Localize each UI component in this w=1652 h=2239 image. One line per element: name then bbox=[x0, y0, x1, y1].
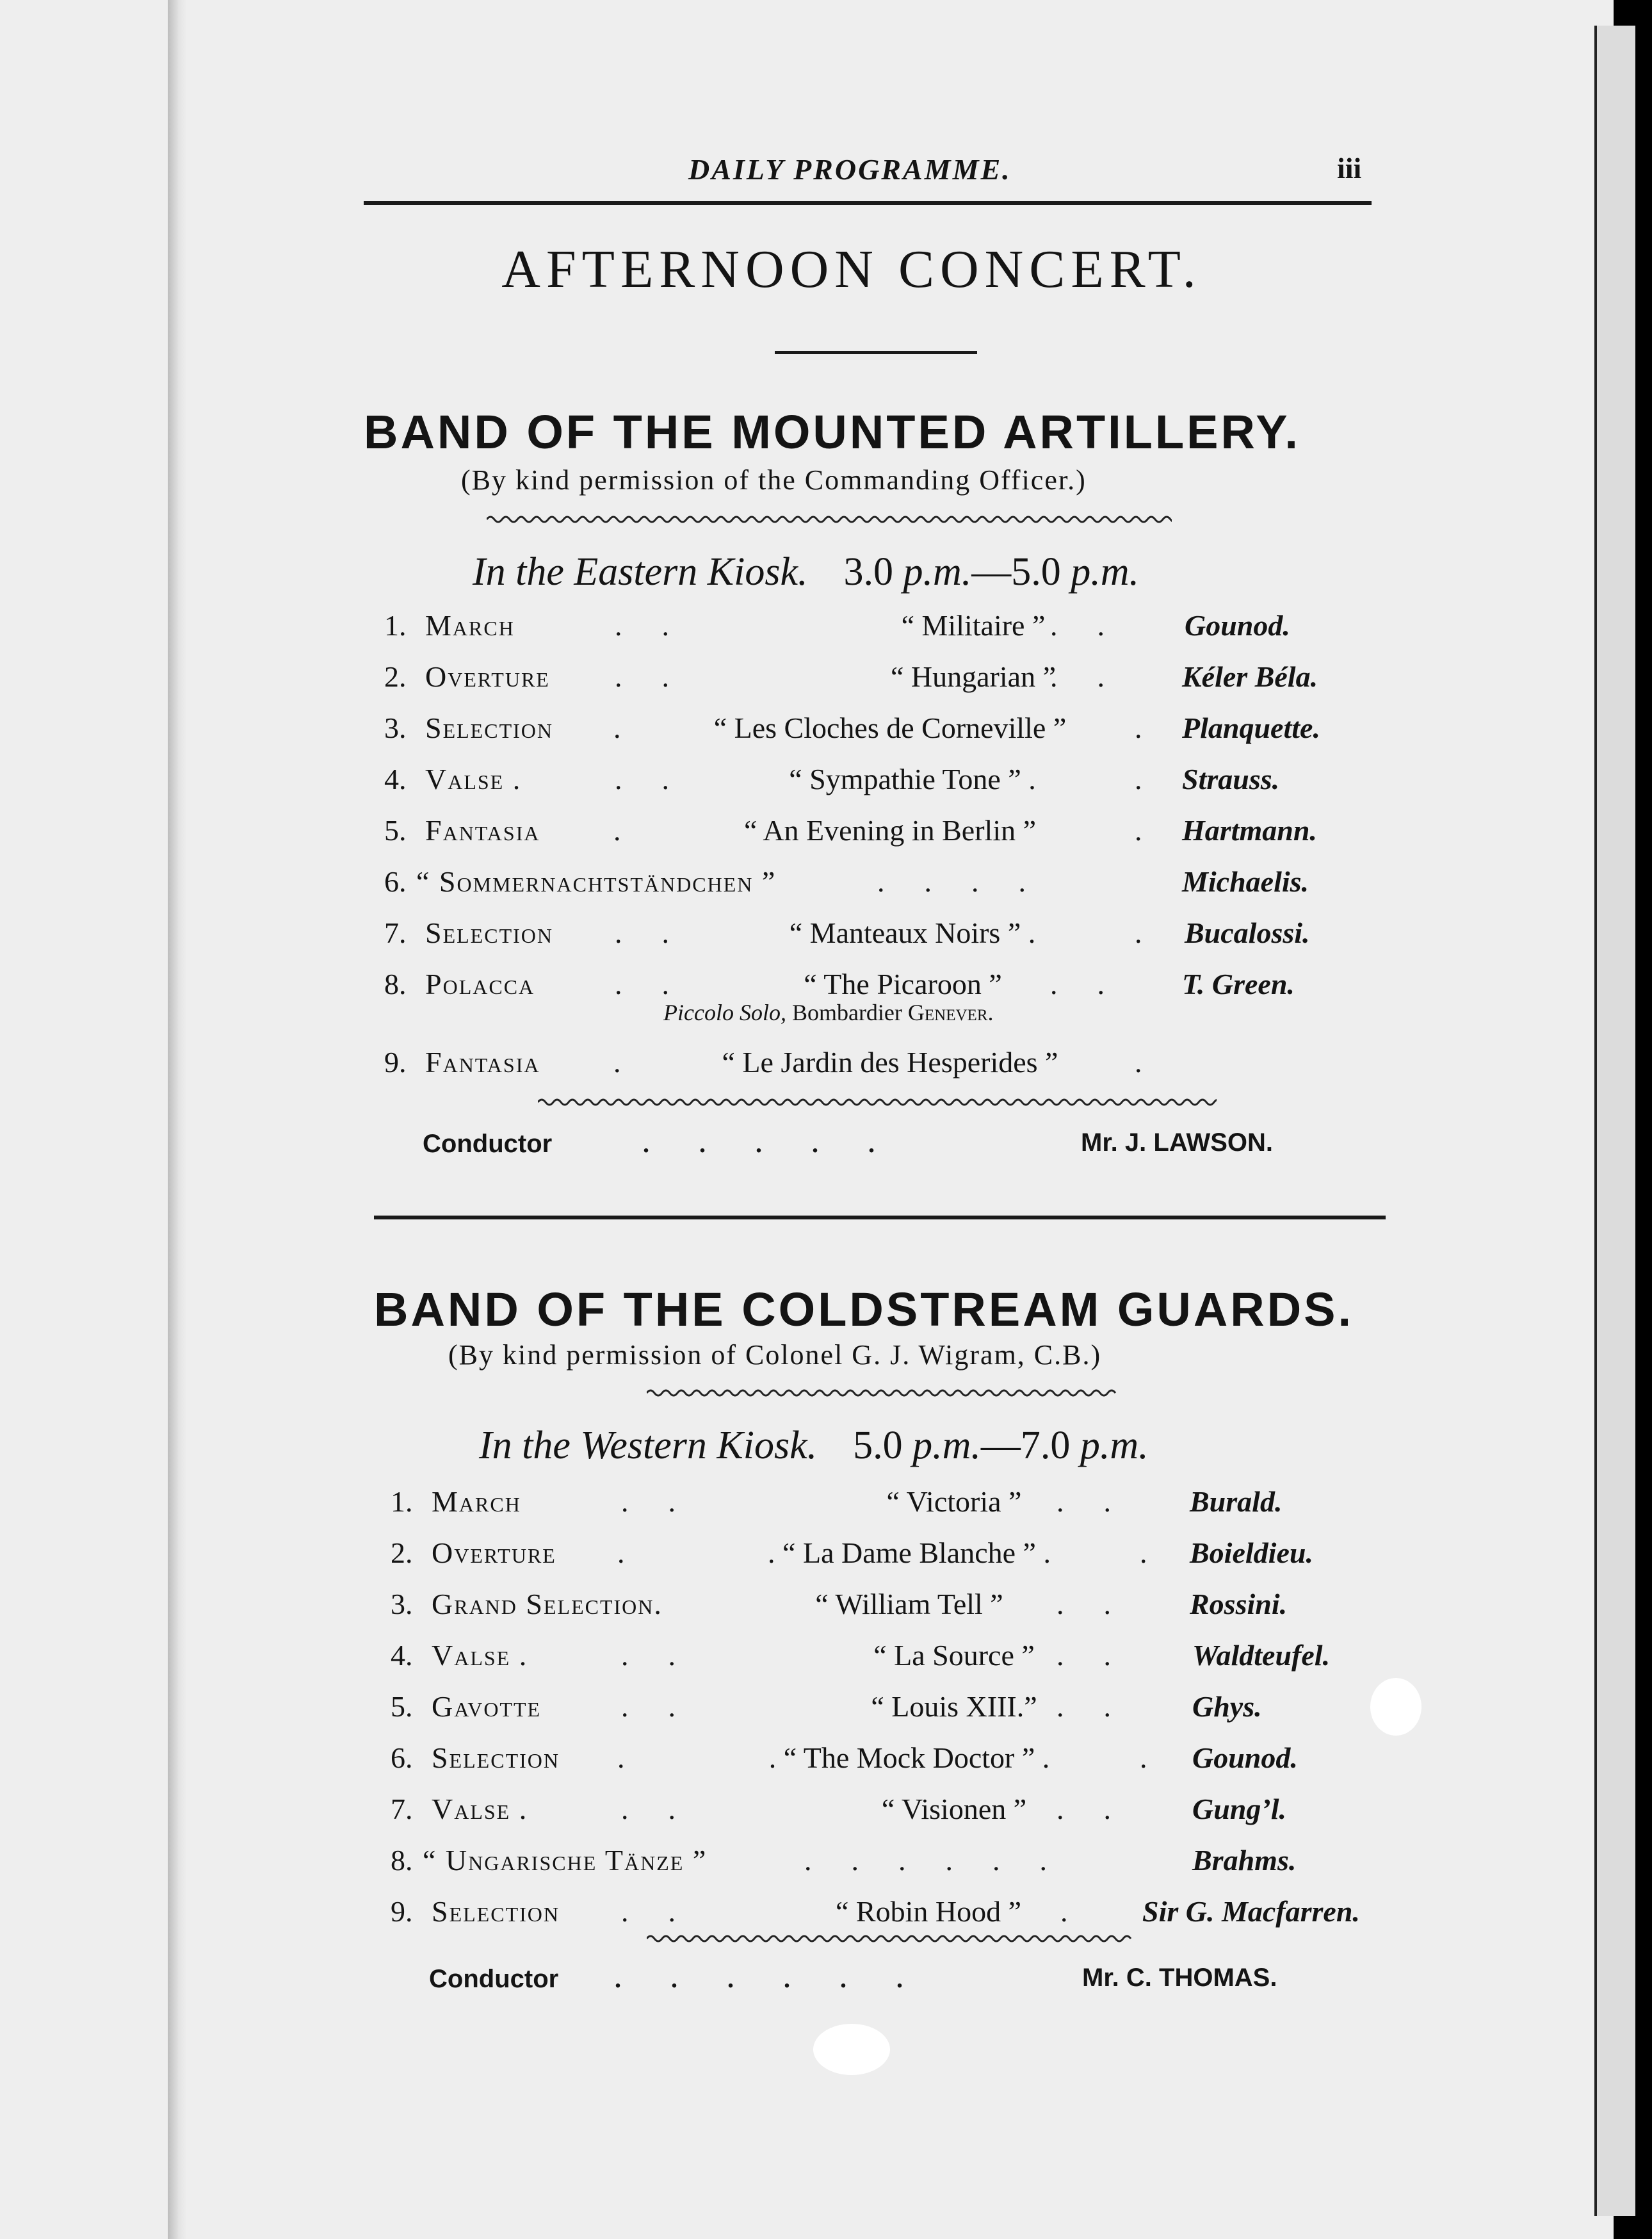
paper-blemish bbox=[1370, 1678, 1421, 1736]
item-form: Valse . bbox=[432, 1793, 528, 1825]
item-composer: Michaelis. bbox=[1182, 865, 1309, 898]
item-form: Grand Selection. bbox=[432, 1588, 663, 1620]
venue-label: In the Western Kiosk. bbox=[479, 1424, 818, 1467]
item-number: 9. bbox=[384, 1046, 407, 1079]
item-composer: Gounod. bbox=[1192, 1741, 1298, 1774]
item-composer: Waldteufel. bbox=[1192, 1639, 1331, 1672]
item-form: March bbox=[425, 609, 515, 642]
item-number: 2. bbox=[391, 1536, 413, 1569]
item-number: 5. bbox=[384, 814, 407, 847]
conductor-name: Mr. C. THOMAS. bbox=[1082, 1964, 1277, 1992]
item-piece: “ Victoria ” bbox=[886, 1485, 1022, 1518]
concert-time bbox=[844, 550, 1140, 594]
pm-label: p.m. bbox=[1080, 1424, 1149, 1467]
item-form: Polacca bbox=[425, 968, 535, 1000]
item-piece: “ Louis XIII.” bbox=[871, 1690, 1037, 1723]
item-form: Fantasia bbox=[425, 1046, 540, 1079]
item-composer: Boieldieu. bbox=[1190, 1536, 1313, 1569]
band-permission: (By kind permission of the Commanding Officer.) bbox=[461, 464, 1087, 496]
item-number: 5. bbox=[391, 1690, 413, 1723]
solo-rank: Bombardier bbox=[791, 1000, 902, 1025]
item-form: Selection bbox=[432, 1895, 560, 1928]
time-end: 5.0 bbox=[1011, 550, 1061, 594]
time-start: 5.0 bbox=[853, 1424, 903, 1467]
binding-gutter bbox=[168, 0, 187, 2239]
item-form: Overture bbox=[432, 1536, 556, 1569]
band-title-coldstream-guards: BAND OF THE COLDSTREAM GUARDS. bbox=[374, 1283, 1354, 1336]
item-number: 9. bbox=[391, 1895, 413, 1928]
pm-label: p.m. bbox=[912, 1424, 981, 1467]
item-number: 6. bbox=[384, 865, 407, 898]
ornamental-rule bbox=[647, 1387, 1121, 1399]
item-piece: “ Hungarian ” bbox=[891, 660, 1056, 693]
item-composer: Rossini. bbox=[1190, 1588, 1288, 1620]
venue-label: In the Eastern Kiosk. bbox=[473, 550, 808, 594]
time-dash: — bbox=[971, 550, 1012, 594]
item-piece: “ Militaire ” bbox=[901, 609, 1046, 642]
ornamental-rule bbox=[487, 514, 1172, 525]
conductor-label: Conductor bbox=[423, 1130, 553, 1158]
item-form: Selection bbox=[425, 916, 553, 949]
item-number: 4. bbox=[391, 1639, 413, 1672]
paper-blemish bbox=[813, 2024, 890, 2075]
concert-time bbox=[853, 1424, 1149, 1467]
pm-label: p.m. bbox=[903, 550, 972, 594]
item-piece: “ Visionen ” bbox=[881, 1793, 1027, 1825]
band-title-mounted-artillery: BAND OF THE MOUNTED ARTILLERY. bbox=[364, 405, 1300, 459]
item-piece: “ Le Jardin des Hesperides ” bbox=[722, 1046, 1058, 1079]
item-piece: “ Les Cloches de Corneville ” bbox=[713, 712, 1067, 744]
solo-instrument: Piccolo Solo, bbox=[663, 1000, 786, 1025]
title-rule bbox=[775, 351, 977, 354]
item-piece: . “ The Mock Doctor ” . bbox=[768, 1741, 1050, 1774]
item-number: 7. bbox=[384, 916, 407, 949]
item-composer: T. Green. bbox=[1182, 968, 1295, 1000]
item-number: 1. bbox=[384, 609, 407, 642]
item-piece: “ Robin Hood ” bbox=[835, 1895, 1021, 1928]
item-number: 3. bbox=[391, 1588, 413, 1620]
item-form: Fantasia bbox=[425, 814, 540, 847]
band-permission: (By kind permission of Colonel G. J. Wigram, C.B.) bbox=[448, 1339, 1102, 1371]
page-title: AFTERNOON CONCERT. bbox=[501, 240, 1202, 299]
item-composer: Hartmann. bbox=[1182, 814, 1317, 847]
item-composer: Burald. bbox=[1190, 1485, 1283, 1518]
pm-label: p.m. bbox=[1071, 550, 1140, 594]
item-piece: “ William Tell ” bbox=[815, 1588, 1003, 1620]
header-rule bbox=[364, 201, 1372, 205]
item-composer: Brahms. bbox=[1192, 1844, 1297, 1877]
item-composer: Gung’l. bbox=[1192, 1793, 1286, 1825]
conductor-label: Conductor bbox=[429, 1965, 559, 1993]
page-number: iii bbox=[1337, 152, 1362, 184]
item-piece: “ The Picaroon ” bbox=[804, 968, 1002, 1000]
item-composer: Sir G. Macfarren. bbox=[1142, 1895, 1360, 1928]
time-start: 3.0 bbox=[843, 550, 893, 594]
item-form: “ Sommernachtständchen ” bbox=[416, 865, 777, 898]
item-number: 1. bbox=[391, 1485, 413, 1518]
item-piece: “ Sympathie Tone ” . bbox=[789, 763, 1036, 795]
item-composer: Gounod. bbox=[1185, 609, 1290, 642]
item-form: “ Ungarische Tänze ” bbox=[423, 1844, 708, 1877]
item-composer: Strauss. bbox=[1182, 763, 1280, 795]
conductor-name: Mr. J. LAWSON. bbox=[1081, 1128, 1274, 1157]
section-rule bbox=[374, 1216, 1386, 1219]
item-form: Gavotte bbox=[432, 1690, 542, 1723]
item-number: 3. bbox=[384, 712, 407, 744]
item-piece: “ La Source ” bbox=[873, 1639, 1035, 1672]
item-form: Overture bbox=[425, 660, 550, 693]
solo-name: Genever. bbox=[907, 1000, 994, 1025]
time-end: 7.0 bbox=[1020, 1424, 1071, 1467]
venue-eastern-kiosk bbox=[473, 550, 1139, 595]
item-number: 6. bbox=[391, 1741, 413, 1774]
item-number: 8. bbox=[384, 968, 407, 1000]
page-edge bbox=[1594, 26, 1635, 2216]
time-dash: — bbox=[980, 1424, 1021, 1467]
item-form: Valse . bbox=[432, 1639, 528, 1672]
item-number: 4. bbox=[384, 763, 407, 795]
item-composer: Kéler Béla. bbox=[1182, 660, 1318, 693]
item-form: Valse . bbox=[425, 763, 522, 795]
item-composer: Bucalossi. bbox=[1185, 916, 1310, 949]
item-composer: Ghys. bbox=[1192, 1690, 1262, 1723]
item-piece: . “ La Dame Blanche ” . bbox=[768, 1536, 1051, 1569]
item-form: Selection bbox=[425, 712, 553, 744]
ornamental-rule bbox=[647, 1933, 1133, 1944]
item-form: March bbox=[432, 1485, 521, 1518]
ornamental-rule bbox=[538, 1096, 1217, 1108]
item-piece: “ Manteaux Noirs ” . bbox=[789, 916, 1036, 949]
item-number: 2. bbox=[384, 660, 407, 693]
item-composer: Planquette. bbox=[1182, 712, 1320, 744]
item-piece: “ An Evening in Berlin ” bbox=[743, 814, 1037, 847]
item-number: 7. bbox=[391, 1793, 413, 1825]
solo-note bbox=[663, 999, 994, 1026]
page: DAILY PROGRAMME. iii AFTERNOON CONCERT. BAND OF THE MOUNTED ARTILLERY. (By kind permission of the Commanding Officer.) In the Eastern Kiosk. 3.0 p.m.—5.0 p.m. 1. March .. “ Militaire ” .. Gounod. 2. Overture .. “ Hungarian ” .. Kéler Béla. 3. Selection . “ Les Cloches de Corneville ” . Planquette. 4. Valse . .. “ Sympathie Tone ” . . Strauss. 5. Fantasia . “ An Evening in Berlin ” . Hartmann. 6. “ Sommernachtständchen ” .... Michaelis. 7. Selection .. “ Manteaux Noirs ” . . Bucalossi. 8. Polacca .. “ The Picaroon ” .. T. Green. Piccolo Solo, Bombardier Genever. 9. Fantasia . “ Le Jardin des Hesperides ” . Conductor ..... Mr. J. LAWSON. BAND OF THE COLDSTREAM GUARDS. (By kind permission of Colonel G. J. Wigram, C.B.) In the Western Kiosk. 5.0 p.m.—7.0 p.m. 1. March .. “ Victoria ” .. Burald. 2. Overture . . “ La Dame Blanche ” . . Boieldieu. 3. Grand Selection. “ William Tell ” .. Rossini. 4. Valse . .. “ La Source ” .. Waldteufel. 5. Gavotte .. “ Louis XIII.” .. Ghys. 6. Selection . . “ The Mock Doctor ” . . Gounod. 7. Valse . .. “ Visionen ” .. Gung’l. 8. “ Ungarische Tänze ” ...... Brahms. 9. Selection .. “ Robin Hood ” . Sir G. Macfarren. Conductor ...... Mr. C. THOMAS. bbox=[0, 0, 1614, 2239]
item-number: 8. bbox=[391, 1844, 413, 1877]
running-head: DAILY PROGRAMME. bbox=[688, 153, 1012, 186]
venue-western-kiosk bbox=[479, 1423, 1149, 1469]
item-form: Selection bbox=[432, 1741, 560, 1774]
